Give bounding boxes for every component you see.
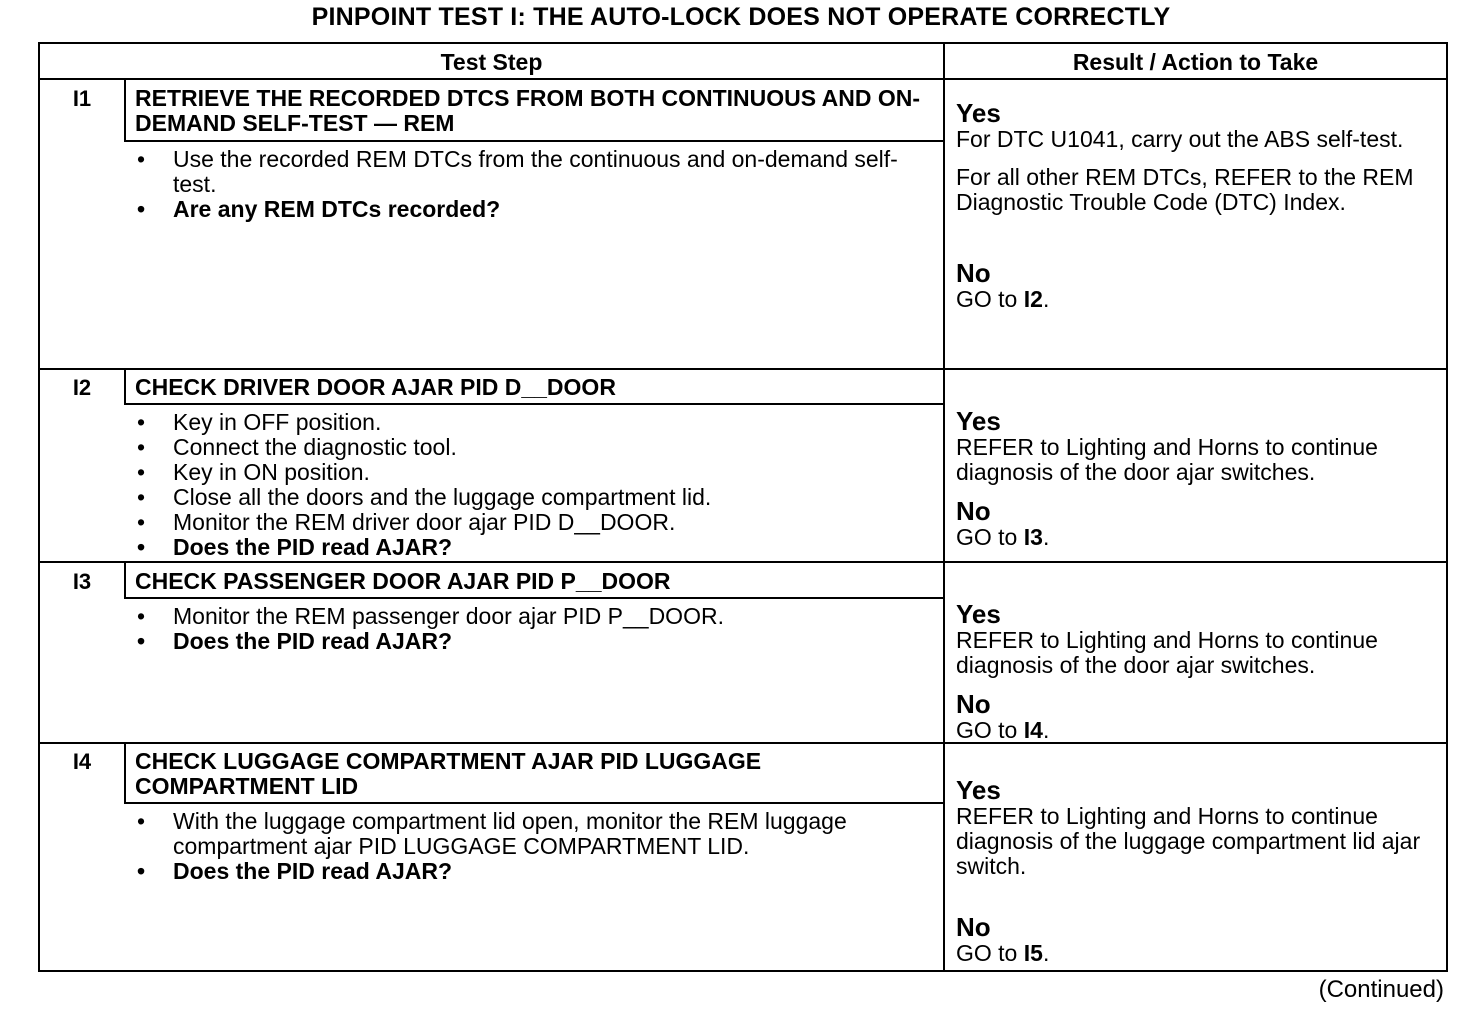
instruction-item: • Monitor the REM driver door ajar PID D__DOOR.	[135, 510, 935, 535]
no-label: No	[956, 912, 991, 942]
instruction-item: • Key in ON position.	[135, 460, 935, 485]
step-number-divider	[124, 744, 126, 804]
step-result	[956, 408, 1436, 550]
step-instructions	[135, 147, 935, 222]
step-instructions	[135, 604, 935, 654]
no-label: No	[956, 496, 991, 526]
instruction-item: • Close all the doors and the luggage compartment lid.	[135, 485, 935, 510]
step-number: I1	[72, 86, 92, 111]
yes-label: Yes	[956, 599, 1001, 629]
title-divider	[124, 597, 945, 599]
continued-note: (Continued)	[1318, 976, 1444, 1003]
no-action: GO to I4.	[956, 717, 1050, 743]
page-title: PINPOINT TEST I: THE AUTO-LOCK DOES NOT OPERATE CORRECTLY	[311, 3, 1171, 31]
step-result	[956, 601, 1436, 743]
step-result	[956, 777, 1436, 966]
instruction-item: • Connect the diagnostic tool.	[135, 435, 935, 460]
step-result	[956, 100, 1436, 312]
step-title: RETRIEVE THE RECORDED DTCS FROM BOTH CONTINUOUS AND ON-DEMAND SELF-TEST — REM	[135, 85, 920, 136]
yes-action: REFER to Lighting and Horns to continue diagnosis of the door ajar switches.	[956, 434, 1378, 485]
step-number: I3	[72, 569, 92, 594]
instruction-question: • Does the PID read AJAR?	[135, 629, 935, 654]
no-action: GO to I3.	[956, 524, 1050, 550]
no-action: GO to I2.	[956, 286, 1050, 312]
yes-action-other: For all other REM DTCs, REFER to the REM Diagnostic Trouble Code (DTC) Index.	[956, 164, 1414, 215]
column-divider	[943, 44, 945, 970]
step-title: CHECK PASSENGER DOOR AJAR PID P__DOOR	[135, 568, 671, 594]
instruction-question: • Does the PID read AJAR?	[135, 535, 935, 560]
step-title: CHECK LUGGAGE COMPARTMENT AJAR PID LUGGAGE COMPARTMENT LID	[135, 748, 762, 799]
goto-link[interactable]: I2	[1023, 286, 1043, 312]
yes-action: REFER to Lighting and Horns to continue diagnosis of the luggage compartment lid ajar switch.	[956, 803, 1421, 879]
title-divider	[124, 802, 945, 804]
yes-label: Yes	[956, 775, 1001, 805]
step-number: I2	[72, 375, 92, 400]
step-number: I4	[72, 749, 92, 774]
no-action: GO to I5.	[956, 940, 1050, 966]
pinpoint-test-table	[38, 42, 1448, 972]
yes-action: For DTC U1041, carry out the ABS self-test.	[956, 126, 1404, 152]
row-divider	[40, 561, 1446, 563]
instruction-item: • With the luggage compartment lid open, monitor the REM luggage compartment ajar PID LUGGAGE COMPARTMENT LID.	[135, 809, 905, 859]
header-result-action: Result / Action to Take	[1072, 49, 1319, 75]
step-number-divider	[124, 80, 126, 141]
row-divider	[40, 368, 1446, 370]
goto-link[interactable]: I4	[1023, 717, 1043, 743]
no-label: No	[956, 689, 991, 719]
step-instructions	[135, 410, 935, 560]
goto-link[interactable]: I5	[1023, 940, 1043, 966]
goto-link[interactable]: I3	[1023, 524, 1043, 550]
yes-action: REFER to Lighting and Horns to continue diagnosis of the door ajar switches.	[956, 627, 1378, 678]
no-label: No	[956, 258, 991, 288]
instruction-item: • Use the recorded REM DTCs from the continuous and on-demand self-test.	[135, 147, 935, 197]
title-divider	[124, 140, 945, 142]
instruction-item: • Monitor the REM passenger door ajar PID P__DOOR.	[135, 604, 935, 629]
title-divider	[124, 403, 945, 405]
step-number-divider	[124, 563, 126, 599]
step-number-divider	[124, 370, 126, 405]
yes-label: Yes	[956, 98, 1001, 128]
step-title: CHECK DRIVER DOOR AJAR PID D__DOOR	[135, 374, 616, 400]
instruction-item: • Key in OFF position.	[135, 410, 935, 435]
instruction-question: • Does the PID read AJAR?	[135, 859, 905, 884]
step-instructions	[135, 809, 905, 884]
yes-label: Yes	[956, 406, 1001, 436]
instruction-question: • Are any REM DTCs recorded?	[135, 197, 935, 222]
header-test-step: Test Step	[440, 49, 543, 75]
